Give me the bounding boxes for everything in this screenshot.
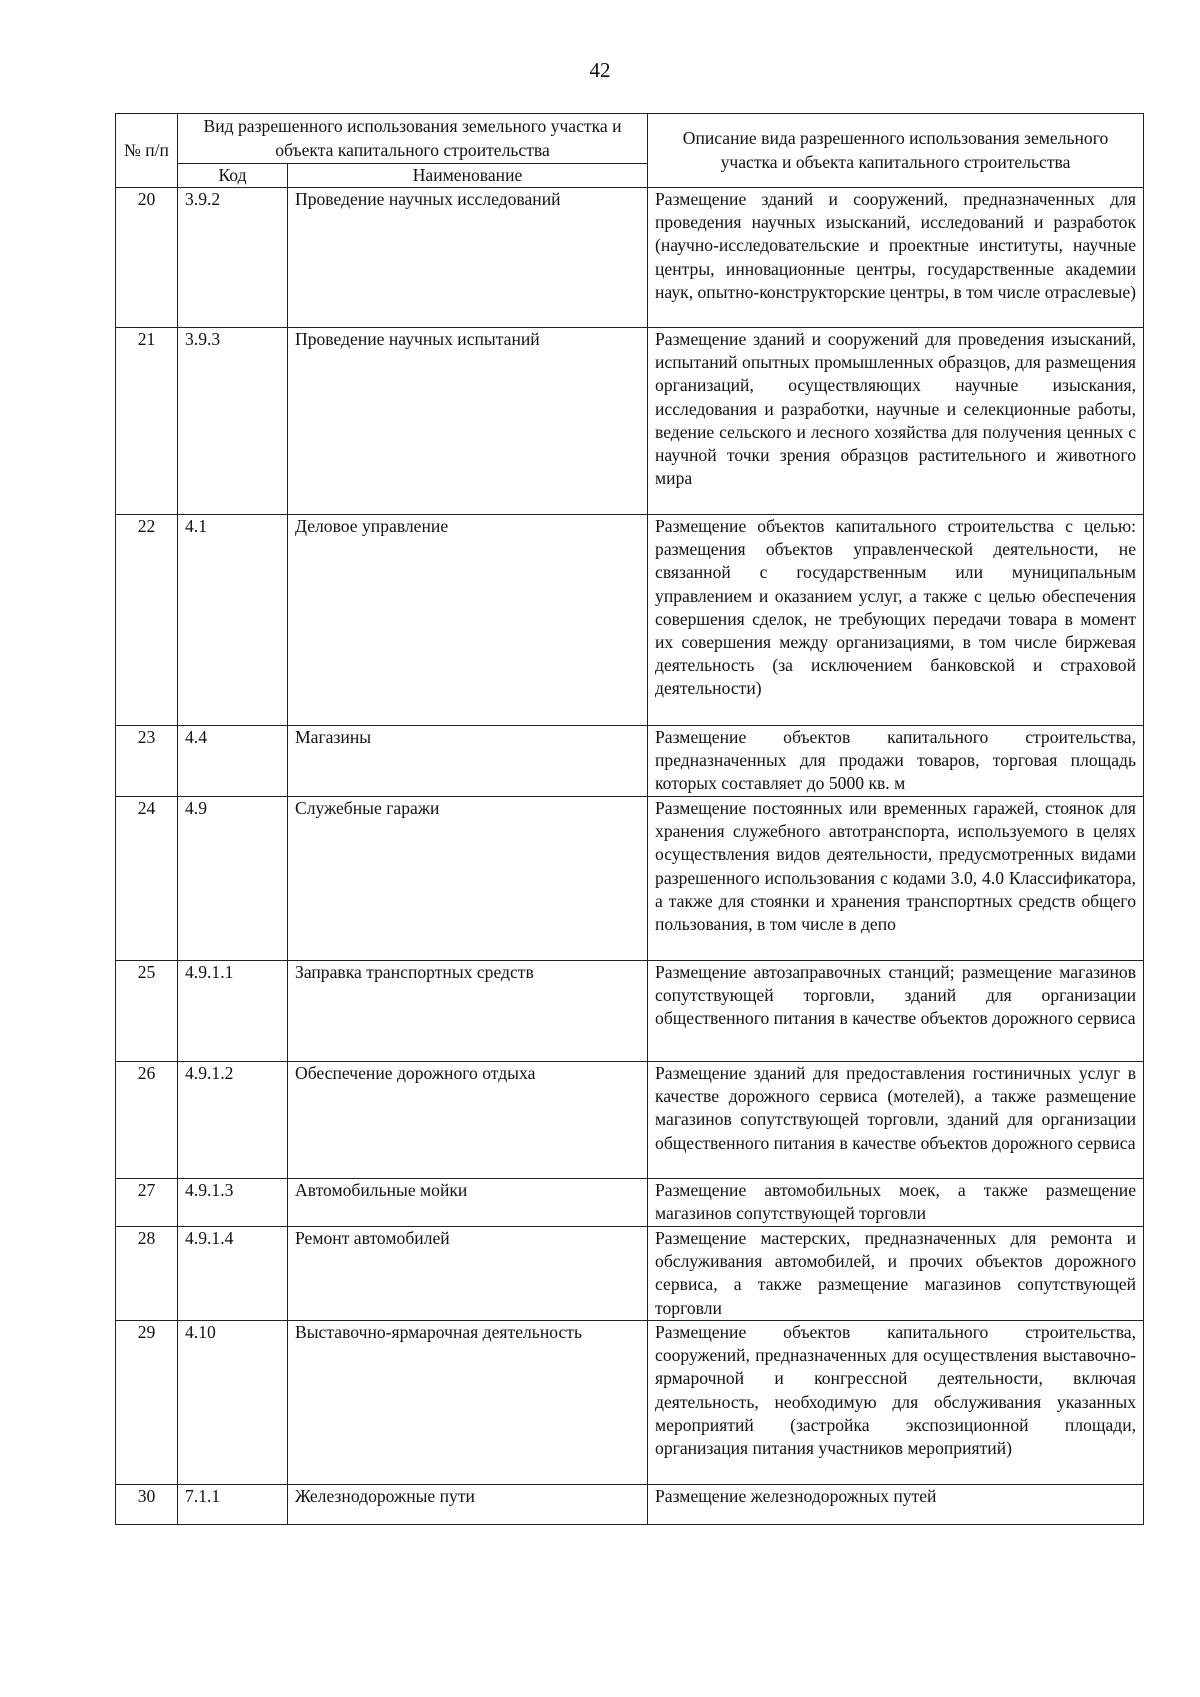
row-name: Проведение научных испытаний <box>288 328 648 515</box>
row-code: 4.9.1.4 <box>178 1227 288 1321</box>
row-name: Железнодорожные пути <box>288 1485 648 1525</box>
table-row <box>116 515 1144 726</box>
page-number: 42 <box>589 58 611 82</box>
table-row <box>116 1321 1144 1485</box>
row-name: Деловое управление <box>288 515 648 726</box>
row-name: Выставочно-ярмарочная деятельность <box>288 1321 648 1485</box>
table-row <box>116 328 1144 515</box>
row-description: Размещение автозаправочных станций; размещение магазинов сопутствующей торговли, зданий для организации общественного питания в качестве объектов дорожного сервиса <box>648 961 1144 1062</box>
row-description: Размещение постоянных или временных гаражей, стоянок для хранения служебного автотранспорта, используемого в целях осуществления видов деятельности, предусмотренных видами разрешенного использования с кодами 3.0, 4.0 Классификатора, а также для стоянки и хранения транспортных средств общего пользования, в том числе в депо <box>648 797 1144 961</box>
row-name: Автомобильные мойки <box>288 1179 648 1227</box>
row-number: 23 <box>116 726 178 797</box>
row-name: Ремонт автомобилей <box>288 1227 648 1321</box>
row-description: Размещение автомобильных моек, а также размещение магазинов сопутствующей торговли <box>648 1179 1144 1227</box>
row-number: 28 <box>116 1227 178 1321</box>
row-number: 30 <box>116 1485 178 1525</box>
header-num: № п/п <box>116 114 178 188</box>
table-row <box>116 726 1144 797</box>
table-row <box>116 188 1144 328</box>
row-code: 4.10 <box>178 1321 288 1485</box>
row-description: Размещение объектов капитального строительства, сооружений, предназначенных для осуществления выставочно-ярмарочной и конгрессной деятельности, включая деятельность, необходимую для обслуживания указанных мероприятий (застройка экспозиционной площади, организация питания участников мероприятий) <box>648 1321 1144 1485</box>
row-number: 25 <box>116 961 178 1062</box>
row-name: Служебные гаражи <box>288 797 648 961</box>
row-number: 24 <box>116 797 178 961</box>
row-number: 26 <box>116 1062 178 1179</box>
header-description: Описание вида разрешенного использования земельного участка и объекта капитального строительства <box>648 114 1144 188</box>
header-code: Код <box>178 164 288 188</box>
row-code: 7.1.1 <box>178 1485 288 1525</box>
header-name: Наименование <box>288 164 648 188</box>
row-description: Размещение объектов капитального строительства с целью: размещения объектов управленческой деятельности, не связанной с государственным или муниципальным управлением и оказанием услуг, а также с целью обеспечения совершения сделок, не требующих передачи товара в момент их совершения между организациями, в том числе биржевая деятельность (за исключением банковской и страховой деятельности) <box>648 515 1144 726</box>
row-number: 22 <box>116 515 178 726</box>
row-code: 4.9 <box>178 797 288 961</box>
row-description: Размещение зданий и сооружений, предназначенных для проведения научных изысканий, исследований и разработок (научно-исследовательские и проектные институты, научные центры, инновационные центры, государственные академии наук, опытно-конструкторские центры, в том числе отраслевые) <box>648 188 1144 328</box>
row-description: Размещение зданий для предоставления гостиничных услуг в качестве дорожного сервиса (мотелей), а также размещение магазинов сопутствующей торговли, зданий для организации общественного питания в качестве объектов дорожного сервиса <box>648 1062 1144 1179</box>
row-description: Размещение железнодорожных путей <box>648 1485 1144 1525</box>
row-description: Размещение зданий и сооружений для проведения изысканий, испытаний опытных промышленных образцов, для размещения организаций, осуществляющих научные изыскания, исследования и разработки, научные и селекционные работы, ведение сельского и лесного хозяйства для получения ценных с научной точки зрения образцов растительного и животного мира <box>648 328 1144 515</box>
table-row <box>116 1062 1144 1179</box>
table-row <box>116 797 1144 961</box>
row-code: 4.1 <box>178 515 288 726</box>
row-code: 4.9.1.3 <box>178 1179 288 1227</box>
row-code: 4.4 <box>178 726 288 797</box>
row-description: Размещение мастерских, предназначенных для ремонта и обслуживания автомобилей, и прочих объектов дорожного сервиса, а также размещение магазинов сопутствующей торговли <box>648 1227 1144 1321</box>
row-code: 4.9.1.1 <box>178 961 288 1062</box>
header-type-group: Вид разрешенного использования земельного участка и объекта капитального строительства <box>178 114 648 164</box>
row-number: 21 <box>116 328 178 515</box>
table-row <box>116 1227 1144 1321</box>
row-name: Проведение научных исследований <box>288 188 648 328</box>
row-name: Заправка транспортных средств <box>288 961 648 1062</box>
row-code: 3.9.2 <box>178 188 288 328</box>
row-name: Обеспечение дорожного отдыха <box>288 1062 648 1179</box>
row-number: 29 <box>116 1321 178 1485</box>
row-code: 3.9.3 <box>178 328 288 515</box>
row-code: 4.9.1.2 <box>178 1062 288 1179</box>
table-row <box>116 1179 1144 1227</box>
table-row <box>116 961 1144 1062</box>
table-row <box>116 1485 1144 1525</box>
row-number: 20 <box>116 188 178 328</box>
row-name: Магазины <box>288 726 648 797</box>
row-description: Размещение объектов капитального строительства, предназначенных для продажи товаров, торговая площадь которых составляет до 5000 кв. м <box>648 726 1144 797</box>
row-number: 27 <box>116 1179 178 1227</box>
land-use-table <box>115 113 1144 1525</box>
